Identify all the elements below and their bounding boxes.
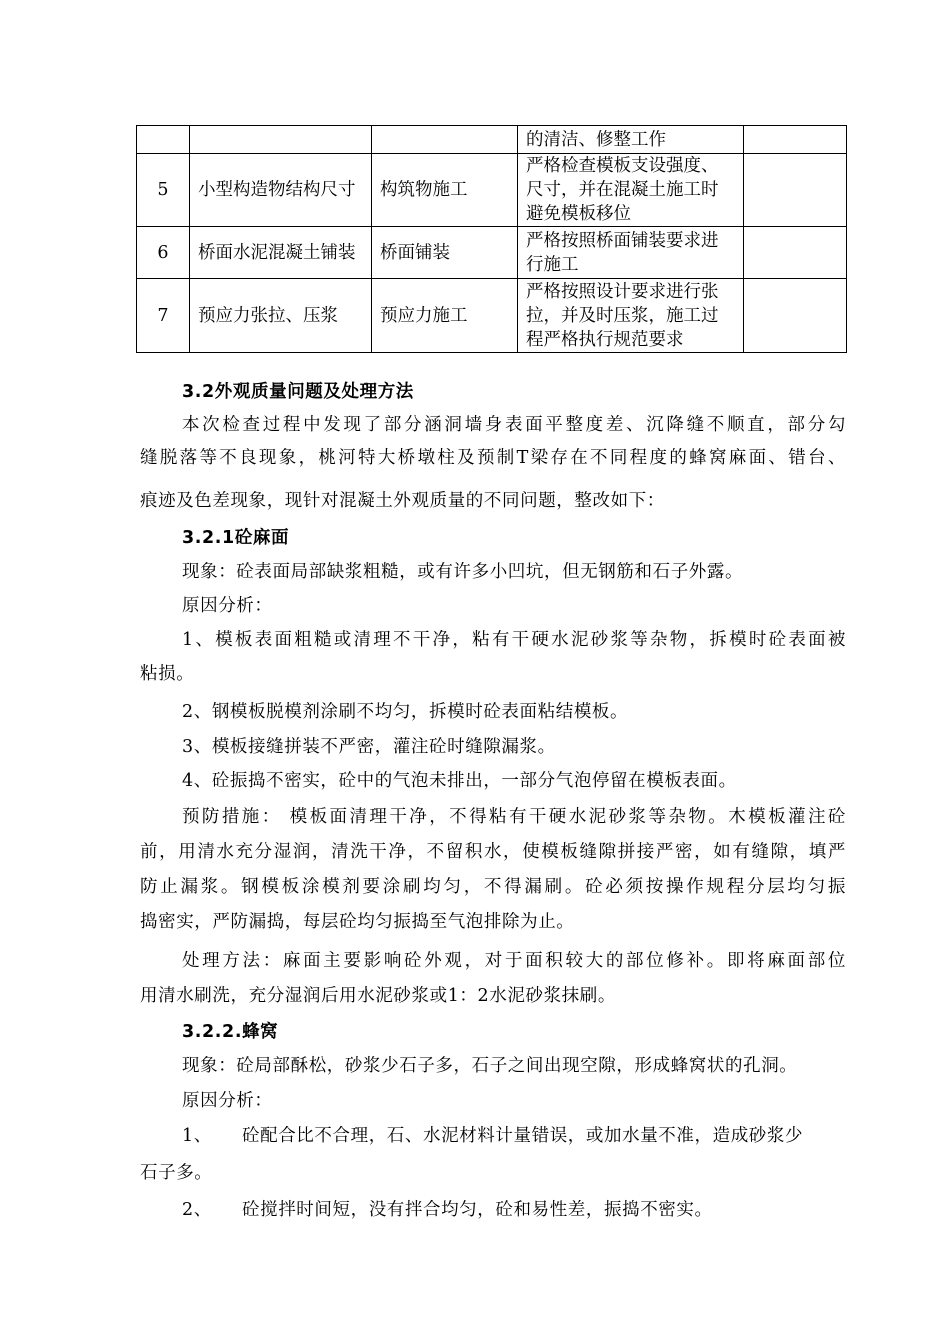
table-row bbox=[137, 227, 847, 279]
construction-process: 预应力施工 bbox=[372, 279, 518, 353]
list-item bbox=[182, 1122, 803, 1147]
quality-item: 预应力张拉、压浆 bbox=[190, 279, 372, 353]
paragraph-line: 4、砼振捣不密实，砼中的气泡未排出，一部分气泡停留在模板表面。 bbox=[182, 771, 737, 791]
table-row bbox=[137, 126, 847, 154]
row-number: 7 bbox=[137, 279, 190, 353]
remark bbox=[744, 154, 847, 227]
quality-item: 桥面水泥混凝土铺装 bbox=[190, 227, 372, 279]
row-number: 6 bbox=[137, 227, 190, 279]
construction-process: 构筑物施工 bbox=[372, 154, 518, 227]
paragraph-line: 缝脱落等不良现象，桃河特大桥墩柱及预制T梁存在不同程度的蜂窝麻面、错台、 bbox=[140, 448, 846, 468]
paragraph-line: 原因分析： bbox=[182, 1091, 273, 1111]
paragraph-line: 粘损。 bbox=[140, 664, 195, 684]
list-number: 2、 bbox=[182, 1200, 212, 1220]
control-measure: 的清洁、修整工作 bbox=[518, 126, 744, 154]
construction-process bbox=[372, 126, 518, 154]
paragraph-line: 用清水刷洗，充分湿润后用水泥砂浆或1：2水泥砂浆抹刷。 bbox=[140, 986, 616, 1006]
control-measure: 严格按照桥面铺装要求进行施工 bbox=[518, 227, 744, 279]
quality-item bbox=[190, 126, 372, 154]
paragraph-line: 1、模板表面粗糙或清理不干净，粘有干硬水泥砂浆等杂物，拆模时砼表面被 bbox=[182, 630, 846, 650]
paragraph-line: 2、钢模板脱模剂涂刷不均匀，拆模时砼表面粘结模板。 bbox=[182, 702, 629, 722]
paragraph-line: 捣密实，严防漏捣，每层砼均匀振捣至气泡排除为止。 bbox=[140, 912, 575, 932]
table-row bbox=[137, 154, 847, 227]
subsection-heading: 3.2.2.蜂窝 bbox=[182, 1022, 279, 1042]
paragraph-line: 前，用清水充分湿润，清洗干净，不留积水，使模板缝隙拼接严密，如有缝隙，填严 bbox=[140, 842, 846, 862]
construction-process: 桥面铺装 bbox=[372, 227, 518, 279]
list-text: 砼配合比不合理，石、水泥材料计量错误，或加水量不准，造成砂浆少 bbox=[242, 1126, 804, 1146]
remark bbox=[744, 227, 847, 279]
paragraph-line: 3、模板接缝拼装不严密，灌注砼时缝隙漏浆。 bbox=[182, 737, 556, 757]
paragraph-line: 石子多。 bbox=[140, 1163, 213, 1183]
paragraph-line: 本次检查过程中发现了部分涵洞墙身表面平整度差、沉降缝不顺直，部分勾 bbox=[182, 415, 846, 435]
section-heading: 3.2外观质量问题及处理方法 bbox=[182, 382, 414, 402]
paragraph-line: 现象：砼表面局部缺浆粗糙，或有许多小凹坑，但无钢筋和石子外露。 bbox=[182, 562, 744, 582]
remark bbox=[744, 126, 847, 154]
paragraph-line: 防止漏浆。钢模板涂模剂要涂刷均匀，不得漏刷。砼必须按操作规程分层均匀振 bbox=[140, 877, 846, 897]
list-number: 1、 bbox=[182, 1126, 212, 1146]
subsection-heading: 3.2.1砼麻面 bbox=[182, 528, 290, 548]
control-measure: 严格检查模板支设强度、尺寸，并在混凝土施工时避免模板移位 bbox=[518, 154, 744, 227]
paragraph-line: 原因分析： bbox=[182, 596, 273, 616]
paragraph-line: 现象：砼局部酥松，砂浆少石子多，石子之间出现空隙，形成蜂窝状的孔洞。 bbox=[182, 1056, 798, 1076]
paragraph-line: 处理方法：麻面主要影响砼外观，对于面积较大的部位修补。即将麻面部位 bbox=[182, 951, 846, 971]
quality-table bbox=[136, 125, 847, 353]
list-item bbox=[182, 1196, 713, 1221]
row-number: 5 bbox=[137, 154, 190, 227]
paragraph-line: 痕迹及色差现象，现针对混凝土外观质量的不同问题，整改如下： bbox=[140, 491, 665, 511]
table-row bbox=[137, 279, 847, 353]
control-measure: 严格按照设计要求进行张拉，并及时压浆，施工过程严格执行规范要求 bbox=[518, 279, 744, 353]
paragraph-line: 预防措施： 模板面清理干净，不得粘有干硬水泥砂浆等杂物。木模板灌注砼 bbox=[182, 807, 846, 827]
list-text: 砼搅拌时间短，没有拌合均匀，砼和易性差，振捣不密实。 bbox=[242, 1200, 713, 1220]
row-number bbox=[137, 126, 190, 154]
remark bbox=[744, 279, 847, 353]
quality-item: 小型构造物结构尺寸 bbox=[190, 154, 372, 227]
